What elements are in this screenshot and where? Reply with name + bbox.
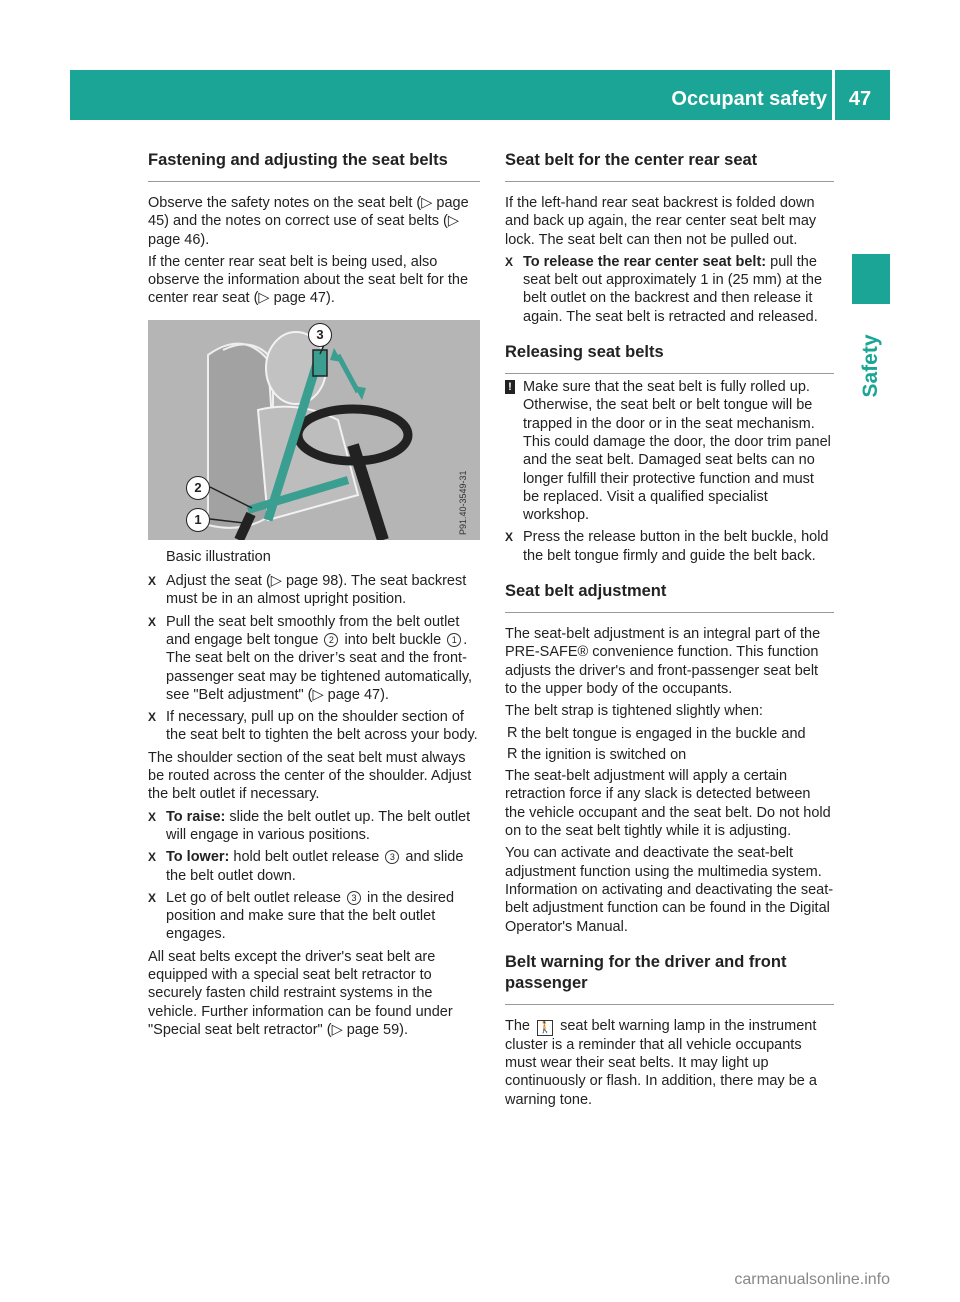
step-marker-icon: X	[148, 850, 157, 865]
paragraph: The belt strap is tightened slightly when:	[505, 703, 763, 720]
callout-3: 3	[308, 323, 332, 347]
callout-2: 2	[186, 476, 210, 500]
heading-fastening: Fastening and adjusting the seat belts	[148, 150, 480, 182]
step-marker-icon: X	[505, 254, 514, 269]
watermark: carmanualsonline.info	[734, 1271, 890, 1288]
paragraph: The shoulder section of the seat belt must always be routed across the center of the shoulder. Adjust the belt outlet if necessary.	[148, 749, 472, 803]
section-title: Occupant safety	[671, 88, 827, 110]
chapter-label: Safety	[859, 334, 882, 398]
list-item: R the belt tongue is engaged in the buckle and	[507, 724, 806, 742]
heading-adjustment: Seat belt adjustment	[505, 581, 834, 613]
heading-center-rear: Seat belt for the center rear seat	[505, 150, 834, 182]
paragraph: Observe the safety notes on the seat belt (▷ page 45) and the notes on correct use of seat belts (▷ page 46).	[148, 195, 469, 248]
figure-caption: Basic illustration	[166, 548, 271, 565]
illustration-drawing	[148, 320, 480, 540]
bullet-icon: R	[507, 724, 518, 741]
callout-ref: 3	[385, 850, 399, 864]
paragraph: The seat-belt adjustment will apply a certain retraction force if any slack is detected between the vehicle occupant and the seat belt. Do not hold on to the seat belt tightly while it is adjusting.	[505, 768, 831, 840]
instruction-step: X To raise: slide the belt outlet up. The belt outlet will engage in various positions.	[148, 808, 471, 843]
list-item: R the ignition is switched on	[507, 745, 687, 763]
bullet-icon: R	[507, 745, 518, 762]
instruction-step: X To lower: hold belt outlet release 3 and slide the belt outlet down.	[148, 849, 464, 884]
paragraph: The seat-belt adjustment is an integral part of the PRE-SAFE® convenience function. This function adjusts the driver's and front-passenger seat belt to the upper body of the occupants.	[505, 626, 821, 697]
instruction-step: X Pull the seat belt smoothly from the belt outlet and engage belt tongue 2 into belt buckle 1 . The seat belt on the driver’s seat and the front-passenger seat may be tightened automatically, see "Belt adjustment" (▷ page 47).	[148, 613, 473, 703]
instruction-step: X If necessary, pull up on the shoulder section of the seat belt to tighten the belt across your body.	[148, 709, 478, 744]
callout-ref: 1	[447, 633, 461, 647]
paragraph: The 🚶 seat belt warning lamp in the instrument cluster is a reminder that all vehicle occupants must wear their seat belts. It may light up continuously or flash. In addition, there may be a warning tone.	[505, 1017, 817, 1108]
left-column	[148, 150, 480, 1043]
instruction-step: X Adjust the seat (▷ page 98). The seat backrest must be in an almost upright position.	[148, 573, 467, 608]
page-number: 47	[848, 88, 872, 110]
step-marker-icon: X	[148, 614, 157, 629]
instruction-step: X Press the release button in the belt buckle, hold the belt tongue firmly and guide the belt back.	[505, 529, 829, 564]
paragraph: All seat belts except the driver's seat belt are equipped with a special seat belt retractor to securely fasten child restraint systems in the vehicle. Further information can be found under "Special seat belt retractor" (▷ page 59).	[148, 948, 453, 1038]
instruction-step: X Let go of belt outlet release 3 in the desired position and make sure that the belt outlet engages.	[148, 889, 455, 943]
figure-code: P91.40-3549-31	[458, 470, 468, 535]
caution-note: ! Make sure that the seat belt is fully rolled up. Otherwise, the seat belt or belt tongue will be trapped in the door or in the seat mechanism. This could damage the door, the door trim panel and the seat belt. Damaged seat belts can no longer fulfill their protective function and must be replaced. Visit a qualified specialist workshop.	[505, 378, 834, 524]
chapter-tab	[852, 254, 890, 304]
instruction-step: X To release the rear center seat belt: pull the seat belt out approximately 1 in (25 mm) at the belt outlet on the backrest and then release it again. The seat belt is retracted and released.	[505, 253, 823, 325]
paragraph: You can activate and deactivate the seat-belt adjustment function using the multimedia system. Information on activating and deactivating the seat-belt adjustment function can be found in the Digital Operator's Manual.	[505, 845, 834, 935]
seat-belt-illustration	[148, 320, 480, 540]
step-marker-icon: X	[148, 710, 157, 725]
paragraph: If the center rear seat belt is being used, also observe the information about the seat belt for the center rear seat (▷ page 47).	[148, 253, 469, 307]
warning-icon: !	[505, 380, 515, 394]
callout-ref: 2	[324, 633, 338, 647]
paragraph: If the left-hand rear seat backrest is folded down and back up again, the rear center seat belt may lock. The seat belt can then not be pulled out.	[505, 195, 817, 248]
right-column	[505, 150, 834, 1113]
heading-releasing: Releasing seat belts	[505, 342, 834, 374]
heading-belt-warning: Belt warning for the driver and front passenger	[505, 952, 834, 1005]
step-marker-icon: X	[148, 809, 157, 824]
step-marker-icon: X	[148, 890, 157, 905]
callout-ref: 3	[347, 891, 361, 905]
seatbelt-warning-icon: 🚶	[538, 1021, 552, 1034]
header-divider	[832, 70, 835, 120]
step-marker-icon: X	[505, 530, 514, 545]
step-marker-icon: X	[148, 574, 157, 589]
callout-1: 1	[186, 508, 210, 532]
